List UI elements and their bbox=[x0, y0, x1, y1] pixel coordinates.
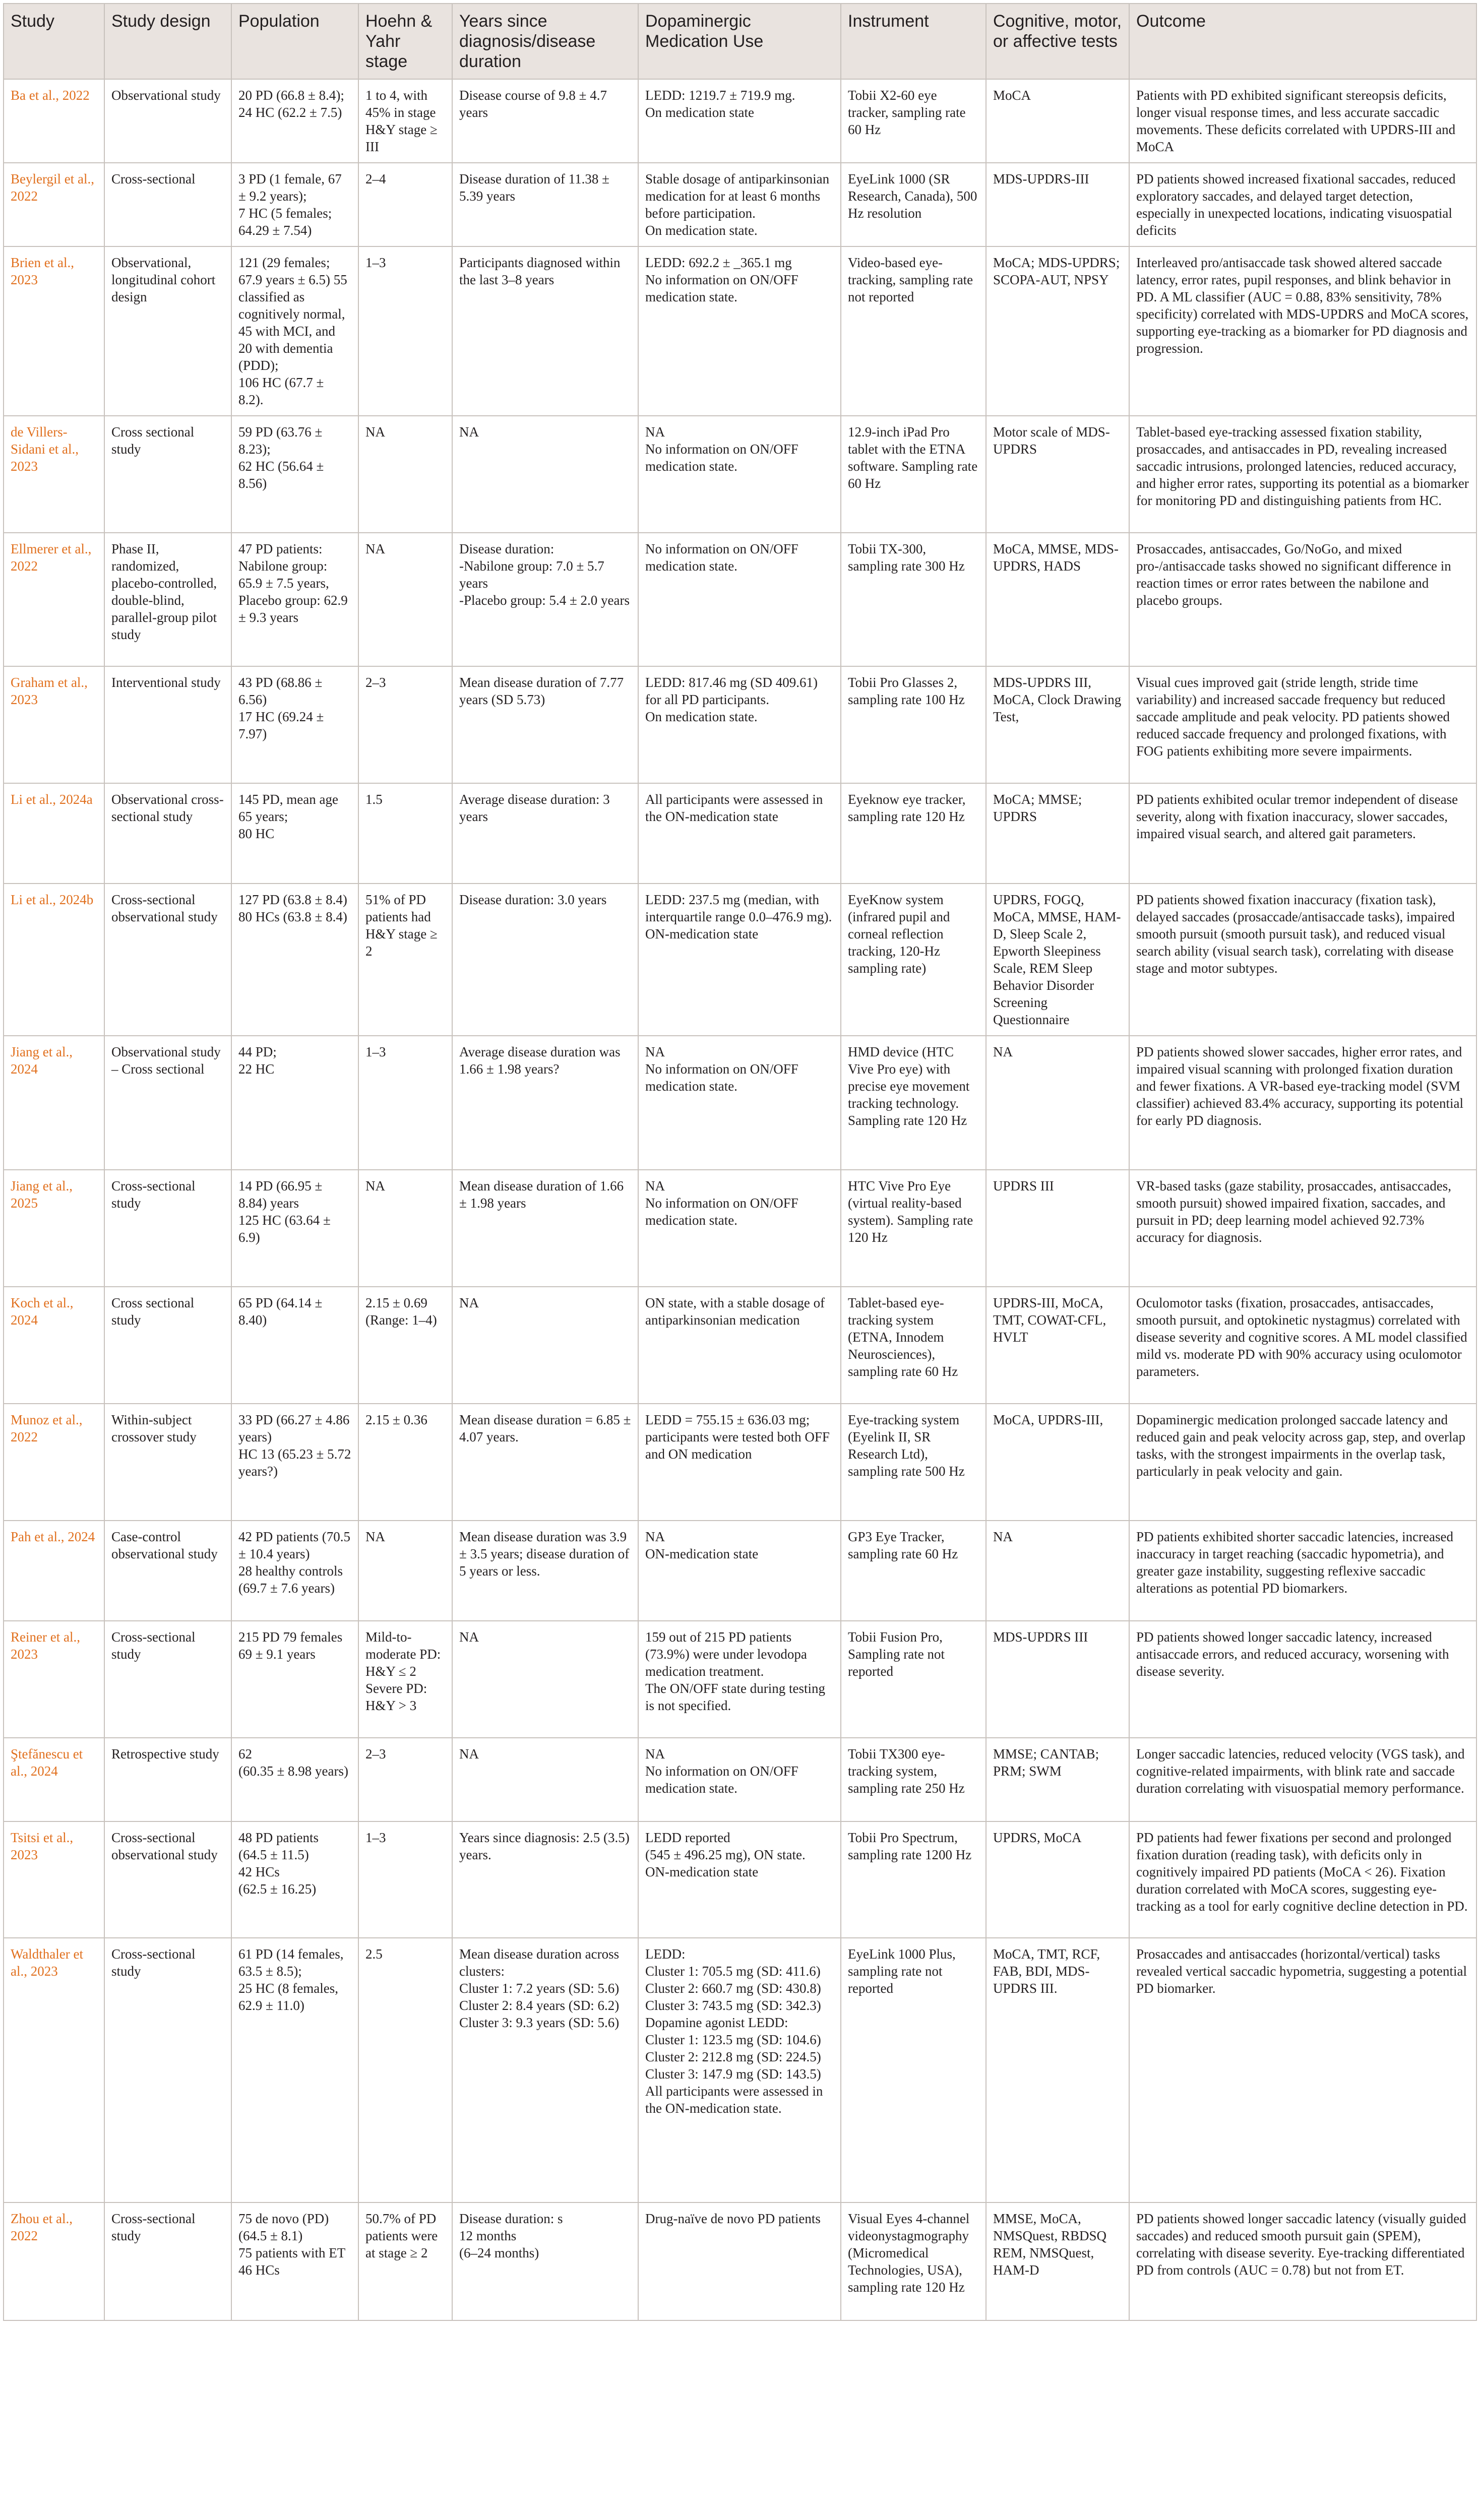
table-body bbox=[4, 79, 1476, 2320]
hy-stage-cell: 2–4 bbox=[358, 163, 452, 246]
population-cell: 42 PD patients (70.5 ± 10.4 years) 28 healthy controls (69.7 ± 7.6 years) bbox=[231, 1521, 358, 1621]
outcome-cell: VR-based tasks (gaze stability, prosaccades, antisaccades, smooth pursuit) showed impaired fixation, saccades, and pursuit in PD; deep learning model achieved 92.73% accuracy for diagnosis. bbox=[1129, 1170, 1476, 1287]
outcome-cell: PD patients exhibited shorter saccadic latencies, increased inaccuracy in target reaching (saccadic hypometria), and greater gaze instability, suggesting reflexive saccadic alterations as potential PD biomarkers. bbox=[1129, 1521, 1476, 1621]
study-cell[interactable]: Graham et al., 2023 bbox=[4, 666, 104, 783]
table-row bbox=[4, 783, 1476, 884]
medication-cell: NA No information on ON/OFF medication state. bbox=[638, 1036, 841, 1170]
tests-cell: NA bbox=[986, 1036, 1129, 1170]
study-cell[interactable]: Zhou et al., 2022 bbox=[4, 2202, 104, 2320]
disease-duration-cell: Mean disease duration of 7.77 years (SD 5.73) bbox=[452, 666, 638, 783]
outcome-cell: Oculomotor tasks (fixation, prosaccades, antisaccades, smooth pursuit, and optokinetic nystagmus) correlated with disease severity and cognitive scores. A ML model classified mild vs. moderate PD with 90% accuracy using oculomotor parameters. bbox=[1129, 1287, 1476, 1404]
instrument-cell: Visual Eyes 4-channel videonystagmography (Micromedical Technologies, USA), sampling rate 120 Hz bbox=[841, 2202, 986, 2320]
study-design-cell: Interventional study bbox=[104, 666, 231, 783]
study-cell[interactable]: Munoz et al., 2022 bbox=[4, 1404, 104, 1521]
outcome-cell: Dopaminergic medication prolonged saccade latency and reduced gain and peak velocity across gap, step, and overlap tasks, with the strongest impairments in the overlap task, particularly in peak velocity and gain. bbox=[1129, 1404, 1476, 1521]
tests-cell: MoCA, MMSE, MDS-UPDRS, HADS bbox=[986, 533, 1129, 666]
instrument-cell: Tablet-based eye-tracking system (ETNA, Innodem Neurosciences), sampling rate 60 Hz bbox=[841, 1287, 986, 1404]
study-cell[interactable]: Beylergil et al., 2022 bbox=[4, 163, 104, 246]
hy-stage-cell: 2.5 bbox=[358, 1938, 452, 2202]
disease-duration-cell: Mean disease duration = 6.85 ± 4.07 years. bbox=[452, 1404, 638, 1521]
outcome-cell: Tablet-based eye-tracking assessed fixation stability, prosaccades, and antisaccades in PD, revealing increased saccadic intrusions, prolonged latencies, reduced accuracy, and higher error rates, supporting its potential as a biomarker for monitoring PD and distinguishing patients from HC. bbox=[1129, 416, 1476, 533]
medication-cell: NA No information on ON/OFF medication state. bbox=[638, 1170, 841, 1287]
study-cell[interactable]: Ba et al., 2022 bbox=[4, 79, 104, 163]
instrument-cell: EyeKnow system (infrared pupil and corneal reflection tracking, 120-Hz sampling rate) bbox=[841, 884, 986, 1036]
hy-stage-cell: NA bbox=[358, 1170, 452, 1287]
study-cell[interactable]: Jiang et al., 2024 bbox=[4, 1036, 104, 1170]
instrument-cell: Eye-tracking system (Eyelink II, SR Research Ltd), sampling rate 500 Hz bbox=[841, 1404, 986, 1521]
study-cell[interactable]: Koch et al., 2024 bbox=[4, 1287, 104, 1404]
tests-cell: UPDRS, MoCA bbox=[986, 1821, 1129, 1938]
study-design-cell: Retrospective study bbox=[104, 1738, 231, 1821]
study-design-cell: Cross sectional study bbox=[104, 1287, 231, 1404]
population-cell: 33 PD (66.27 ± 4.86 years) HC 13 (65.23 ± 5.72 years?) bbox=[231, 1404, 358, 1521]
outcome-cell: PD patients showed longer saccadic latency (visually guided saccades) and reduced smooth pursuit gain (SPEM), correlating with disease severity. Eye-tracking differentiated PD from controls (AUC = 0.78) but not from ET. bbox=[1129, 2202, 1476, 2320]
header-study-design: Study design bbox=[104, 4, 231, 79]
disease-duration-cell: Average disease duration: 3 years bbox=[452, 783, 638, 884]
outcome-cell: Interleaved pro/antisaccade task showed altered saccade latency, error rates, pupil responses, and blink behavior in PD. A ML classifier (AUC = 0.88, 83% sensitivity, 78% specificity) correlated with MDS-UPDRS and MoCA scores, supporting eye-tracking as a biomarker for PD diagnosis and progression. bbox=[1129, 246, 1476, 416]
disease-duration-cell: Mean disease duration across clusters: Cluster 1: 7.2 years (SD: 5.6) Cluster 2: 8.4 years (SD: 6.2) Cluster 3: 9.3 years (SD: 5.6) bbox=[452, 1938, 638, 2202]
tests-cell: UPDRS III bbox=[986, 1170, 1129, 1287]
study-design-cell: Cross sectional study bbox=[104, 416, 231, 533]
hy-stage-cell: 1–3 bbox=[358, 246, 452, 416]
tests-cell: MoCA; MDS-UPDRS; SCOPA-AUT, NPSY bbox=[986, 246, 1129, 416]
instrument-cell: Eyeknow eye tracker, sampling rate 120 Hz bbox=[841, 783, 986, 884]
medication-cell: LEDD: 237.5 mg (median, with interquartile range 0.0–476.9 mg). ON-medication state bbox=[638, 884, 841, 1036]
population-cell: 61 PD (14 females, 63.5 ± 8.5); 25 HC (8 females, 62.9 ± 11.0) bbox=[231, 1938, 358, 2202]
studies-table bbox=[3, 3, 1477, 2321]
table-row bbox=[4, 2202, 1476, 2320]
tests-cell: MDS-UPDRS III, MoCA, Clock Drawing Test, bbox=[986, 666, 1129, 783]
header-study: Study bbox=[4, 4, 104, 79]
disease-duration-cell: Average disease duration was 1.66 ± 1.98 years? bbox=[452, 1036, 638, 1170]
disease-duration-cell: Disease duration: s 12 months (6–24 months) bbox=[452, 2202, 638, 2320]
hy-stage-cell: NA bbox=[358, 416, 452, 533]
hy-stage-cell: 2.15 ± 0.36 bbox=[358, 1404, 452, 1521]
medication-cell: Drug-naïve de novo PD patients bbox=[638, 2202, 841, 2320]
instrument-cell: Tobii TX-300, sampling rate 300 Hz bbox=[841, 533, 986, 666]
population-cell: 127 PD (63.8 ± 8.4) 80 HCs (63.8 ± 8.4) bbox=[231, 884, 358, 1036]
medication-cell: 159 out of 215 PD patients (73.9%) were under levodopa medication treatment. The ON/OFF state during testing is not specified. bbox=[638, 1621, 841, 1738]
outcome-cell: PD patients exhibited ocular tremor independent of disease severity, along with fixation inaccuracy, slower saccades, impaired visual search, and altered gait parameters. bbox=[1129, 783, 1476, 884]
hy-stage-cell: 1–3 bbox=[358, 1036, 452, 1170]
tests-cell: Motor scale of MDS-UPDRS bbox=[986, 416, 1129, 533]
tests-cell: MoCA, UPDRS-III, bbox=[986, 1404, 1129, 1521]
disease-duration-cell: Disease course of 9.8 ± 4.7 years bbox=[452, 79, 638, 163]
disease-duration-cell: Mean disease duration of 1.66 ± 1.98 years bbox=[452, 1170, 638, 1287]
disease-duration-cell: NA bbox=[452, 1621, 638, 1738]
study-cell[interactable]: Waldthaler et al., 2023 bbox=[4, 1938, 104, 2202]
hy-stage-cell: 1 to 4, with 45% in stage H&Y stage ≥ III bbox=[358, 79, 452, 163]
tests-cell: MDS-UPDRS III bbox=[986, 1621, 1129, 1738]
table-row bbox=[4, 1287, 1476, 1404]
disease-duration-cell: Disease duration: -Nabilone group: 7.0 ± 5.7 years -Placebo group: 5.4 ± 2.0 years bbox=[452, 533, 638, 666]
population-cell: 65 PD (64.14 ± 8.40) bbox=[231, 1287, 358, 1404]
disease-duration-cell: Mean disease duration was 3.9 ± 3.5 years; disease duration of 5 years or less. bbox=[452, 1521, 638, 1621]
medication-cell: LEDD reported (545 ± 496.25 mg), ON state. ON-medication state bbox=[638, 1821, 841, 1938]
instrument-cell: Video-based eye-tracking, sampling rate not reported bbox=[841, 246, 986, 416]
population-cell: 20 PD (66.8 ± 8.4); 24 HC (62.2 ± 7.5) bbox=[231, 79, 358, 163]
population-cell: 3 PD (1 female, 67 ± 9.2 years); 7 HC (5 females; 64.29 ± 7.54) bbox=[231, 163, 358, 246]
disease-duration-cell: Years since diagnosis: 2.5 (3.5) years. bbox=[452, 1821, 638, 1938]
hy-stage-cell: 51% of PD patients had H&Y stage ≥ 2 bbox=[358, 884, 452, 1036]
instrument-cell: Tobii Pro Spectrum, sampling rate 1200 Hz bbox=[841, 1821, 986, 1938]
instrument-cell: 12.9-inch iPad Pro tablet with the ETNA software. Sampling rate 60 Hz bbox=[841, 416, 986, 533]
study-cell[interactable]: Ştefănescu et al., 2024 bbox=[4, 1738, 104, 1821]
table-row bbox=[4, 1404, 1476, 1521]
tests-cell: MMSE, MoCA, NMSQuest, RBDSQ REM, NMSQuest, HAM-D bbox=[986, 2202, 1129, 2320]
hy-stage-cell: 2–3 bbox=[358, 1738, 452, 1821]
medication-cell: LEDD = 755.15 ± 636.03 mg; participants were tested both OFF and ON medication bbox=[638, 1404, 841, 1521]
tests-cell: NA bbox=[986, 1521, 1129, 1621]
study-cell[interactable]: de Villers-Sidani et al., 2023 bbox=[4, 416, 104, 533]
tests-cell: MoCA, TMT, RCF, FAB, BDI, MDS-UPDRS III. bbox=[986, 1938, 1129, 2202]
outcome-cell: Longer saccadic latencies, reduced velocity (VGS task), and cognitive-related impairments, with blink rate and saccade duration correlating with visuospatial memory performance. bbox=[1129, 1738, 1476, 1821]
population-cell: 48 PD patients (64.5 ± 11.5) 42 HCs (62.5 ± 16.25) bbox=[231, 1821, 358, 1938]
medication-cell: NA ON-medication state bbox=[638, 1521, 841, 1621]
header-hoehn-yahr-stage: Hoehn & Yahr stage bbox=[358, 4, 452, 79]
hy-stage-cell: 2.15 ± 0.69 (Range: 1–4) bbox=[358, 1287, 452, 1404]
hy-stage-cell: 1.5 bbox=[358, 783, 452, 884]
study-cell[interactable]: Reiner et al., 2023 bbox=[4, 1621, 104, 1738]
medication-cell: Stable dosage of antiparkinsonian medication for at least 6 months before participation. On medication state. bbox=[638, 163, 841, 246]
medication-cell: NA No information on ON/OFF medication state. bbox=[638, 1738, 841, 1821]
table-row bbox=[4, 666, 1476, 783]
study-design-cell: Cross-sectional observational study bbox=[104, 884, 231, 1036]
medication-cell: LEDD: Cluster 1: 705.5 mg (SD: 411.6) Cluster 2: 660.7 mg (SD: 430.8) Cluster 3: 743.5 mg (SD: 342.3) Dopamine agonist LEDD: Cluster 1: 123.5 mg (SD: 104.6) Cluster 2: 212.8 mg (SD: 224.5) Cluster 3: 147.9 mg (SD: 143.5) All participants were assessed in the ON-medication state. bbox=[638, 1938, 841, 2202]
instrument-cell: EyeLink 1000 (SR Research, Canada), 500 Hz resolution bbox=[841, 163, 986, 246]
study-design-cell: Cross-sectional observational study bbox=[104, 1821, 231, 1938]
study-design-cell: Within-subject crossover study bbox=[104, 1404, 231, 1521]
hy-stage-cell: 2–3 bbox=[358, 666, 452, 783]
tests-cell: MMSE; CANTAB; PRM; SWM bbox=[986, 1738, 1129, 1821]
instrument-cell: Tobii TX300 eye-tracking system, sampling rate 250 Hz bbox=[841, 1738, 986, 1821]
study-cell[interactable]: Brien et al., 2023 bbox=[4, 246, 104, 416]
study-cell[interactable]: Pah et al., 2024 bbox=[4, 1521, 104, 1621]
header-disease-duration: Years since diagnosis/disease duration bbox=[452, 4, 638, 79]
outcome-cell: Prosaccades, antisaccades, Go/NoGo, and mixed pro-/antisaccade tasks showed no significant difference in reaction times or error rates between the nabilone and placebo groups. bbox=[1129, 533, 1476, 666]
study-design-cell: Observational study bbox=[104, 79, 231, 163]
tests-cell: MoCA bbox=[986, 79, 1129, 163]
table-row bbox=[4, 79, 1476, 163]
table-row bbox=[4, 1738, 1476, 1821]
population-cell: 59 PD (63.76 ± 8.23); 62 HC (56.64 ± 8.56) bbox=[231, 416, 358, 533]
study-cell[interactable]: Li et al., 2024a bbox=[4, 783, 104, 884]
medication-cell: LEDD: 1219.7 ± 719.9 mg. On medication state bbox=[638, 79, 841, 163]
table-row bbox=[4, 416, 1476, 533]
study-design-cell: Observational, longitudinal cohort design bbox=[104, 246, 231, 416]
instrument-cell: Tobii Pro Glasses 2, sampling rate 100 Hz bbox=[841, 666, 986, 783]
disease-duration-cell: Disease duration: 3.0 years bbox=[452, 884, 638, 1036]
population-cell: 44 PD; 22 HC bbox=[231, 1036, 358, 1170]
outcome-cell: Patients with PD exhibited significant stereopsis deficits, longer visual response times, and less accurate saccadic movements. These deficits correlated with UPDRS-III and MoCA bbox=[1129, 79, 1476, 163]
medication-cell: LEDD: 692.2 ± _365.1 mg No information on ON/OFF medication state. bbox=[638, 246, 841, 416]
study-cell[interactable]: Li et al., 2024b bbox=[4, 884, 104, 1036]
population-cell: 14 PD (66.95 ± 8.84) years 125 HC (63.64 ± 6.9) bbox=[231, 1170, 358, 1287]
instrument-cell: Tobii X2-60 eye tracker, sampling rate 60 Hz bbox=[841, 79, 986, 163]
study-design-cell: Cross-sectional study bbox=[104, 2202, 231, 2320]
study-cell[interactable]: Jiang et al., 2025 bbox=[4, 1170, 104, 1287]
tests-cell: UPDRS-III, MoCA, TMT, COWAT-CFL, HVLT bbox=[986, 1287, 1129, 1404]
study-design-cell: Cross-sectional bbox=[104, 163, 231, 246]
header-row bbox=[4, 4, 1476, 79]
outcome-cell: PD patients showed longer saccadic latency, increased antisaccade errors, and reduced accuracy, worsening with disease severity. bbox=[1129, 1621, 1476, 1738]
disease-duration-cell: Disease duration of 11.38 ± 5.39 years bbox=[452, 163, 638, 246]
outcome-cell: PD patients showed increased fixational saccades, reduced exploratory saccades, and delayed target detection, especially in unexpected locations, indicating visuospatial deficits bbox=[1129, 163, 1476, 246]
outcome-cell: PD patients had fewer fixations per second and prolonged fixation duration (reading task), with deficits only in cognitively impaired PD patients (MoCA < 26). Fixation duration correlated with MoCA scores, suggesting eye-tracking as a tool for early cognitive decline detection in PD. bbox=[1129, 1821, 1476, 1938]
study-design-cell: Observational cross-sectional study bbox=[104, 783, 231, 884]
table-row bbox=[4, 884, 1476, 1036]
table-row bbox=[4, 246, 1476, 416]
population-cell: 43 PD (68.86 ± 6.56) 17 HC (69.24 ± 7.97) bbox=[231, 666, 358, 783]
disease-duration-cell: NA bbox=[452, 1738, 638, 1821]
tests-cell: MoCA; MMSE; UPDRS bbox=[986, 783, 1129, 884]
medication-cell: All participants were assessed in the ON-medication state bbox=[638, 783, 841, 884]
outcome-cell: Prosaccades and antisaccades (horizontal/vertical) tasks revealed vertical saccadic hypometria, suggesting a potential PD biomarker. bbox=[1129, 1938, 1476, 2202]
header-outcome: Outcome bbox=[1129, 4, 1476, 79]
table-row bbox=[4, 1170, 1476, 1287]
population-cell: 75 de novo (PD) (64.5 ± 8.1) 75 patients with ET 46 HCs bbox=[231, 2202, 358, 2320]
table-row bbox=[4, 1521, 1476, 1621]
outcome-cell: PD patients showed fixation inaccuracy (fixation task), delayed saccades (prosaccade/antisaccade tasks), impaired smooth pursuit (smooth pursuit task), and reduced visual search ability (visual search task), correlating with disease stage and motor subtypes. bbox=[1129, 884, 1476, 1036]
hy-stage-cell: NA bbox=[358, 1521, 452, 1621]
instrument-cell: HTC Vive Pro Eye (virtual reality-based system). Sampling rate 120 Hz bbox=[841, 1170, 986, 1287]
instrument-cell: EyeLink 1000 Plus, sampling rate not reported bbox=[841, 1938, 986, 2202]
table-row bbox=[4, 1821, 1476, 1938]
population-cell: 215 PD 79 females 69 ± 9.1 years bbox=[231, 1621, 358, 1738]
population-cell: 47 PD patients: Nabilone group: 65.9 ± 7.5 years, Placebo group: 62.9 ± 9.3 years bbox=[231, 533, 358, 666]
study-design-cell: Cross-sectional study bbox=[104, 1621, 231, 1738]
disease-duration-cell: Participants diagnosed within the last 3–8 years bbox=[452, 246, 638, 416]
header-medication-use: Dopaminergic Medication Use bbox=[638, 4, 841, 79]
study-cell[interactable]: Tsitsi et al., 2023 bbox=[4, 1821, 104, 1938]
population-cell: 121 (29 females; 67.9 years ± 6.5) 55 classified as cognitively normal, 45 with MCI, and 20 with dementia (PDD); 106 HC (67.7 ± 8.2). bbox=[231, 246, 358, 416]
study-design-cell: Cross-sectional study bbox=[104, 1170, 231, 1287]
study-design-cell: Phase II, randomized, placebo-controlled, double-blind, parallel-group pilot study bbox=[104, 533, 231, 666]
header-tests: Cognitive, motor, or affective tests bbox=[986, 4, 1129, 79]
study-cell[interactable]: Ellmerer et al., 2022 bbox=[4, 533, 104, 666]
population-cell: 62 (60.35 ± 8.98 years) bbox=[231, 1738, 358, 1821]
disease-duration-cell: NA bbox=[452, 416, 638, 533]
study-design-cell: Case-control observational study bbox=[104, 1521, 231, 1621]
hy-stage-cell: 1–3 bbox=[358, 1821, 452, 1938]
medication-cell: NA No information on ON/OFF medication state. bbox=[638, 416, 841, 533]
population-cell: 145 PD, mean age 65 years; 80 HC bbox=[231, 783, 358, 884]
header-instrument: Instrument bbox=[841, 4, 986, 79]
hy-stage-cell: 50.7% of PD patients were at stage ≥ 2 bbox=[358, 2202, 452, 2320]
study-design-cell: Observational study – Cross sectional bbox=[104, 1036, 231, 1170]
hy-stage-cell: NA bbox=[358, 533, 452, 666]
tests-cell: MDS-UPDRS-III bbox=[986, 163, 1129, 246]
table-row bbox=[4, 1938, 1476, 2202]
table-row bbox=[4, 1036, 1476, 1170]
hy-stage-cell: Mild-to-moderate PD: H&Y ≤ 2 Severe PD: H&Y > 3 bbox=[358, 1621, 452, 1738]
medication-cell: LEDD: 817.46 mg (SD 409.61) for all PD participants. On medication state. bbox=[638, 666, 841, 783]
instrument-cell: GP3 Eye Tracker, sampling rate 60 Hz bbox=[841, 1521, 986, 1621]
disease-duration-cell: NA bbox=[452, 1287, 638, 1404]
header-population: Population bbox=[231, 4, 358, 79]
medication-cell: No information on ON/OFF medication state. bbox=[638, 533, 841, 666]
medication-cell: ON state, with a stable dosage of antiparkinsonian medication bbox=[638, 1287, 841, 1404]
outcome-cell: PD patients showed slower saccades, higher error rates, and impaired visual scanning with prolonged fixation duration and fewer fixations. A VR-based eye-tracking model (SVM classifier) achieved 83.4% accuracy, supporting its potential for early PD diagnosis. bbox=[1129, 1036, 1476, 1170]
table-row bbox=[4, 163, 1476, 246]
outcome-cell: Visual cues improved gait (stride length, stride time variability) and increased saccade frequency but reduced saccade amplitude and peak velocity. PD patients showed reduced saccade frequency and prolonged fixations, with FOG patients exhibiting more severe impairments. bbox=[1129, 666, 1476, 783]
instrument-cell: HMD device (HTC Vive Pro eye) with precise eye movement tracking technology. Sampling rate 120 Hz bbox=[841, 1036, 986, 1170]
table-row bbox=[4, 533, 1476, 666]
study-design-cell: Cross-sectional study bbox=[104, 1938, 231, 2202]
table-row bbox=[4, 1621, 1476, 1738]
instrument-cell: Tobii Fusion Pro, Sampling rate not reported bbox=[841, 1621, 986, 1738]
tests-cell: UPDRS, FOGQ, MoCA, MMSE, HAM-D, Sleep Scale 2, Epworth Sleepiness Scale, REM Sleep Behavior Disorder Screening Questionnaire bbox=[986, 884, 1129, 1036]
